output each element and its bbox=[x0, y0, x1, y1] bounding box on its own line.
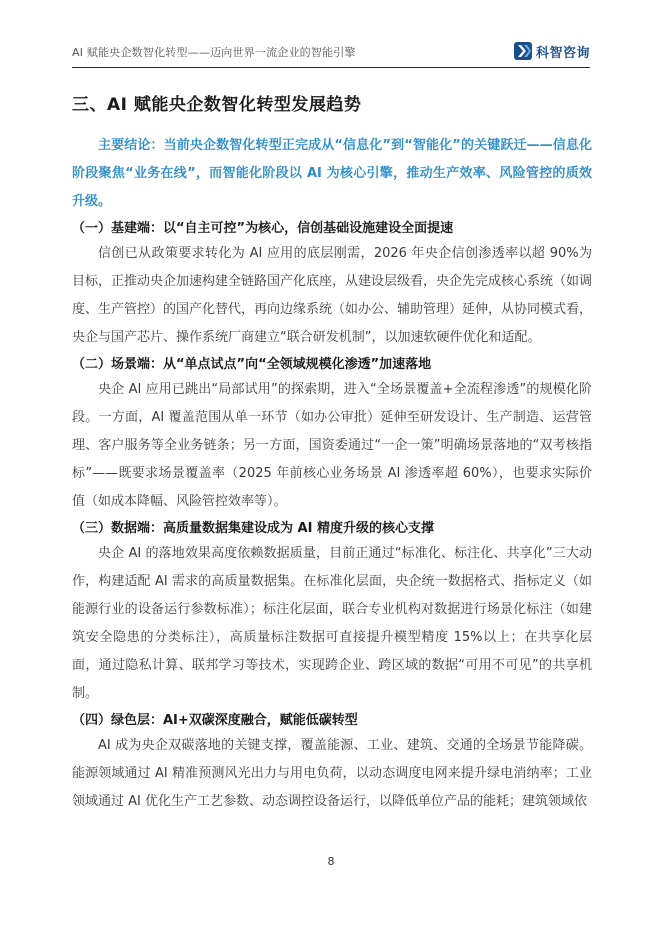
subsection-heading-green: （四）绿色层：AI+双碳深度融合，赋能低碳转型 bbox=[72, 713, 358, 728]
subsection-heading-infrastructure: （一）基建端：以“自主可控”为核心，信创基础设施建设全面提速 bbox=[72, 221, 454, 236]
subsection-paragraph: AI 成为央企双碳落地的关键支撑，覆盖能源、工业、建筑、交通的全场景节能降碳。能源领域通过 AI 精准预测风光出力与用电负荷，以动态调度电网来提升绿电消纳率；工业领域通过 AI 优化生产工艺参数、动态调控设备运行，以降低单位产品的能耗；建筑领域依 bbox=[72, 738, 592, 809]
header-divider bbox=[72, 67, 590, 68]
subsection-heading-scenario: （二）场景端：从“单点试点”向“全领域规模化渗透”加速落地 bbox=[72, 357, 432, 372]
subsection-paragraph: 信创已从政策要求转化为 AI 应用的底层刚需，2026 年央企信创渗透率以超 90%为目标，正推动央企加速构建全链路国产化底座，从建设层级看，央企先完成核心系统（如调度、生产管控）的国产化替代，再向边缘系统（如办公、辅助管理）延伸，从协同模式看，央企与国产芯片、操作系统厂商建立“联合研发机制”，以加速软硬件优化和适配。 bbox=[72, 246, 593, 345]
page-header bbox=[72, 40, 590, 66]
brand-logo-icon bbox=[514, 42, 532, 60]
subsection-heading-data: （三）数据端：高质量数据集建设成为 AI 精度升级的核心支撑 bbox=[72, 521, 434, 536]
subsection-paragraph: 央企 AI 的落地效果高度依赖数据质量，目前正通过“标准化、标注化、共享化”三大动作，构建适配 AI 需求的高质量数据集。在标准化层面，央企统一数据格式、指标定义（如能源行业的设备运行参数标准）；标注化层面，联合专业机构对数据进行场景化标注（如建筑安全隐患的分类标注），高质量标注数据可直接提升模型精度 15%以上；在共享化层面，通过隐私计算、联邦学习等技术，实现跨企业、跨区域的数据“可用不可见”的共享机制。 bbox=[72, 546, 592, 701]
header-title: AI 赋能央企数智化转型——迈向世界一流企业的智能引擎 bbox=[72, 46, 356, 59]
brand-name: 科智咨询 bbox=[535, 45, 590, 61]
section-title: 三、AI 赋能央企数智化转型发展趋势 bbox=[72, 95, 362, 115]
brand bbox=[514, 40, 590, 62]
main-conclusion: 主要结论：当前央企数智化转型正完成从“信息化”到“智能化”的关键跃迁——信息化阶段聚焦“业务在线”，而智能化阶段以 AI 为核心引擎，推动生产效率、风险管控的质效升级。 bbox=[72, 138, 592, 209]
subsection-paragraph: 央企 AI 应用已跳出“局部试用”的探索期，进入“全场景覆盖+全流程渗透”的规模化阶段。一方面，AI 覆盖范围从单一环节（如办公审批）延伸至研发设计、生产制造、运营管理、客户服务等全业务链条；另一方面，国资委通过“一企一策”明确场景落地的“双考核指标”——既要求场景覆盖率（2025 年前核心业务场景 AI 渗透率超 60%），也要求实际价值（如成本降幅、风险管控效率等）。 bbox=[72, 382, 592, 509]
page-content bbox=[72, 92, 592, 816]
page-number: 8 bbox=[327, 855, 335, 868]
